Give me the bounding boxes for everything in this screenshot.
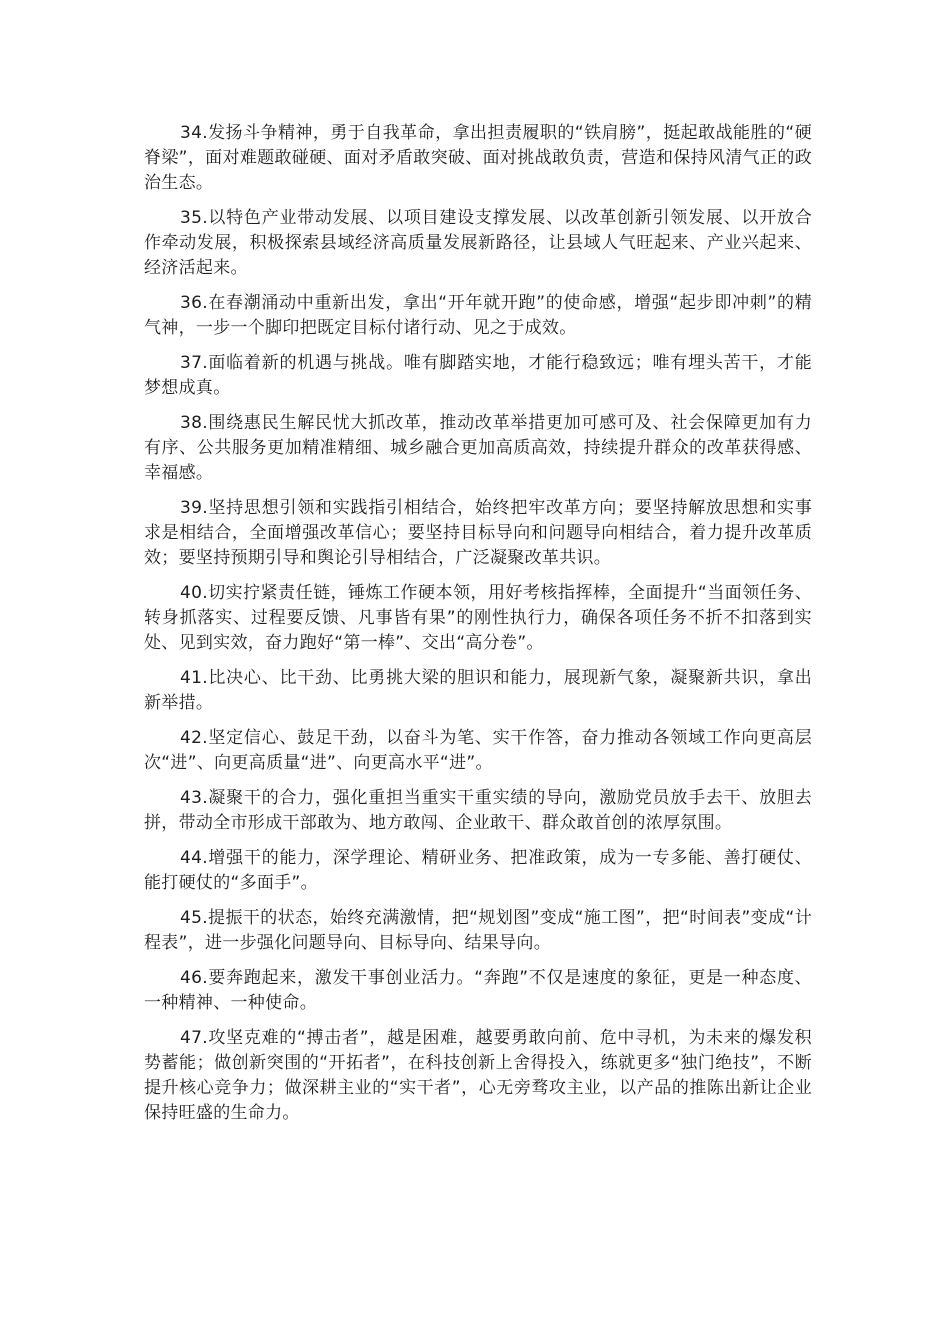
paragraph-34: 34.发扬斗争精神，勇于自我革命，拿出担责履职的“铁肩膀”，挺起敢战能胜的“硬脊梁”，面对难题敢碰硬、面对矛盾敢突破、面对挑战敢负责，营造和保持风清气正的政治生态。 xyxy=(144,123,812,193)
paragraph-41: 41.比决心、比干劲、比勇挑大梁的胆识和能力，展现新气象，凝聚新共识，拿出新举措。 xyxy=(144,668,812,713)
paragraph-44: 44.增强干的能力，深学理论、精研业务、把准政策，成为一专多能、善打硬仗、能打硬仗的“多面手”。 xyxy=(144,848,812,893)
paragraph-38: 38.围绕惠民生解民忧大抓改革，推动改革举措更加可感可及、社会保障更加有力有序、公共服务更加精准精细、城乡融合更加高质高效，持续提升群众的改革获得感、幸福感。 xyxy=(144,413,812,483)
paragraph-36: 36.在春潮涌动中重新出发，拿出“开年就开跑”的使命感，增强“起步即冲刺”的精气神，一步一个脚印把既定目标付诸行动、见之于成效。 xyxy=(144,293,812,338)
paragraph-42: 42.坚定信心、鼓足干劲，以奋斗为笔、实干作答，奋力推动各领域工作向更高层次“进”、向更高质量“进”、向更高水平“进”。 xyxy=(144,728,812,773)
paragraph-45: 45.提振干的状态，始终充满激情，把“规划图”变成“施工图”，把“时间表”变成“计程表”，进一步强化问题导向、目标导向、结果导向。 xyxy=(144,908,812,953)
paragraph-39: 39.坚持思想引领和实践指引相结合，始终把牢改革方向；要坚持解放思想和实事求是相结合，全面增强改革信心；要坚持目标导向和问题导向相结合，着力提升改革质效；要坚持预期引导和舆论引导相结合，广泛凝聚改革共识。 xyxy=(144,498,812,568)
paragraph-46: 46.要奔跑起来，激发干事创业活力。“奔跑”不仅是速度的象征，更是一种态度、一种精神、一种使命。 xyxy=(144,968,812,1013)
paragraph-47: 47.攻坚克难的“搏击者”，越是困难，越要勇敢向前、危中寻机，为未来的爆发积势蓄能；做创新突围的“开拓者”，在科技创新上舍得投入，练就更多“独门绝技”，不断提升核心竞争力；做深耕主业的“实干者”，心无旁骛攻主业，以产品的推陈出新让企业保持旺盛的生命力。 xyxy=(144,1028,812,1123)
paragraph-35: 35.以特色产业带动发展、以项目建设支撑发展、以改革创新引领发展、以开放合作牵动发展，积极探索县域经济高质量发展新路径，让县域人气旺起来、产业兴起来、经济活起来。 xyxy=(144,208,812,278)
paragraph-37: 37.面临着新的机遇与挑战。唯有脚踏实地，才能行稳致远；唯有埋头苦干，才能梦想成真。 xyxy=(144,353,812,398)
paragraph-40: 40.切实拧紧责任链，锤炼工作硬本领，用好考核指挥棒，全面提升“当面领任务、转身抓落实、过程要反馈、凡事皆有果”的刚性执行力，确保各项任务不折不扣落到实处、见到实效，奋力跑好“第一棒”、交出“高分卷”。 xyxy=(144,583,812,653)
paragraph-43: 43.凝聚干的合力，强化重担当重实干重实绩的导向，激励党员放手去干、放胆去拼，带动全市形成干部敢为、地方敢闯、企业敢干、群众敢首创的浓厚氛围。 xyxy=(144,788,812,833)
document-body xyxy=(144,121,812,1136)
